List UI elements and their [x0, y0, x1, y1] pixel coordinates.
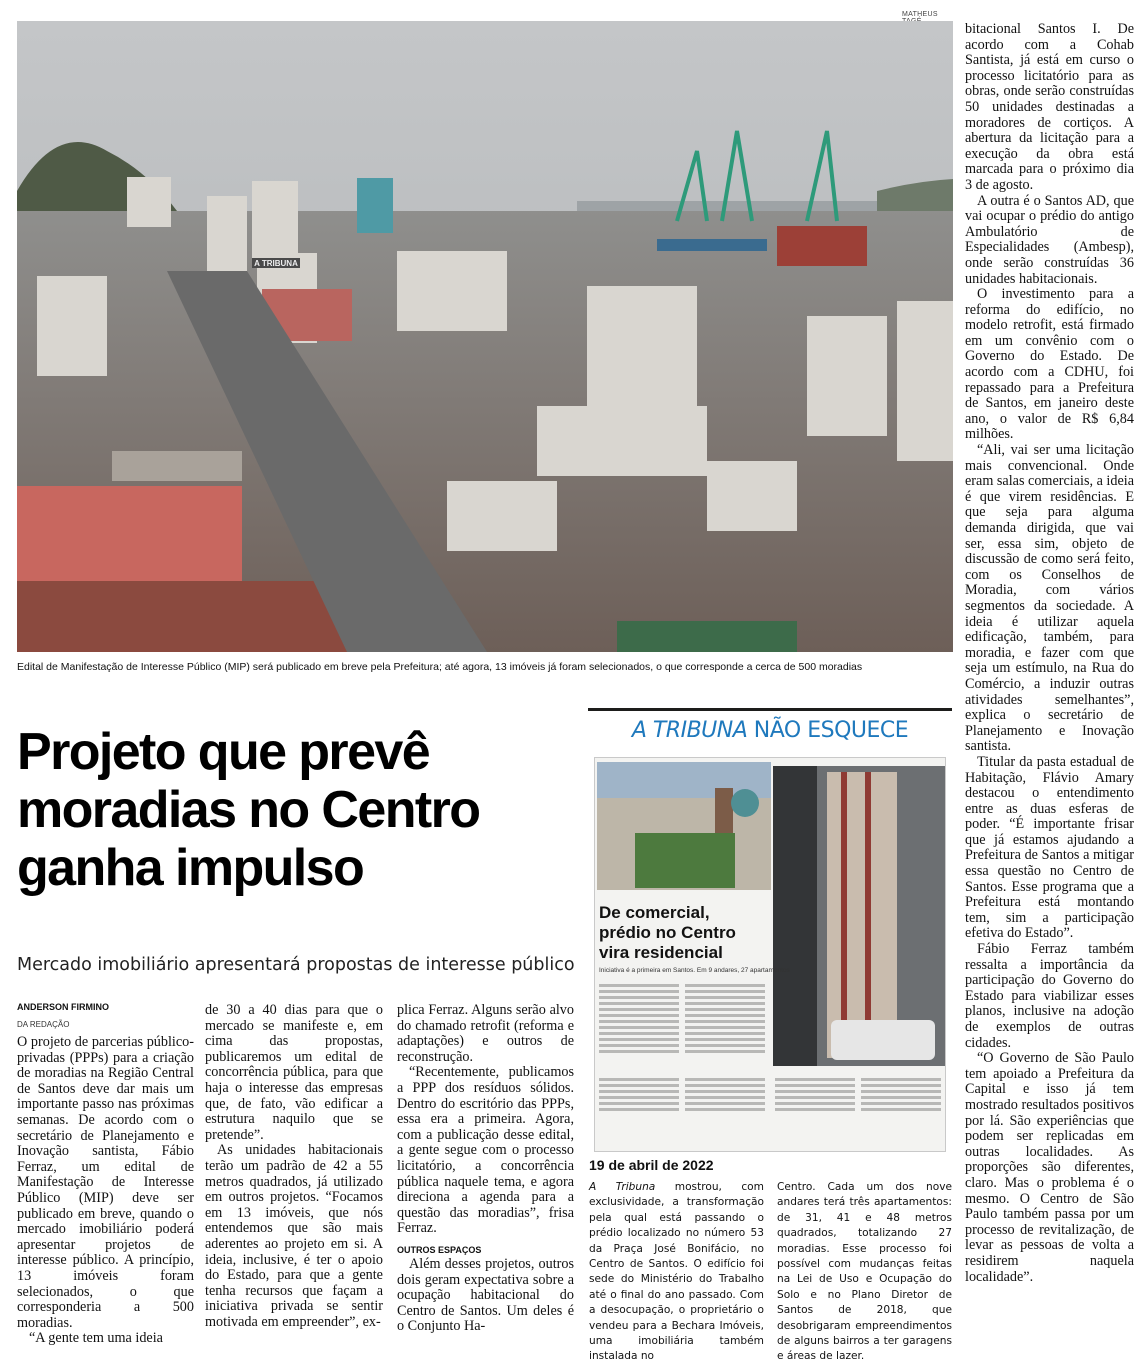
paragraph: As unidades habitacionais terão um padrão de 42 a 55 metros quadrados, já utilizado em outros projetos. “Focamos em 13 imóveis, que nós entendemos que são mais aderentes ao projeto em si. A ideia, inclusive, é ter o apoio do Estado, para que a gente tenha recursos que façam a iniciativa privada se sentir motivada em empreender”, ex-	[205, 1142, 383, 1330]
paragraph: Titular da pasta estadual de Habitação, Flávio Amary destacou o entendimento entre as duas esferas de poder. “É importante frisar que já estamos ajudando a Prefeitura de Santos a mitigar essa questão no Centro de Santos. Esse programa que a Prefeitura está montando tem, sim a participação efetiva do Estado”.	[965, 753, 1134, 942]
city-aerial-photo	[17, 21, 953, 652]
box-lead: A Tribuna	[589, 1181, 656, 1193]
dateline: DA REDAÇÃO	[17, 1020, 70, 1029]
paragraph: “O Governo de São Paulo tem apoiado a Prefeitura da Capital e isso já tem mostrado resultados positivos por lá. São experiências que podem ser replicadas em outras localidades. As proporções são diferentes, claro. Mas o problema é o mesmo. O Centro de São Paulo também passa por um processo de revitalização, de levar as pessoas de volta a residirem naquela localidade”.	[965, 1050, 1134, 1285]
paragraph: O projeto de parcerias público-privadas (PPPs) para a criação de moradias na Região Central de Santos deve dar mais um importante passo nas próximas semanas. De acordo com o secretário de Planejamento e Inovação santista, Fábio Ferraz, um edital de Manifestação de Interesse Público (MIP) deve ser publicado em breve, quando o mercado imobiliário poderá apresentar projetos de interesse público. A princípio, 13 imóveis foram selecionados, o que corresponderia a 500 moradias.	[17, 1034, 194, 1331]
paragraph: “Recentemente, publicamos a PPP dos resíduos sólidos. Dentro do escritório das PPPs, essa era a primeira. Agora, com a publicação desse edital, a gente segue com o processo licitatório, a concorrência pública naquele tema, e agora direciona a agenda para a questão das moradias”, frisa Ferraz.	[397, 1064, 574, 1237]
box-title-rest: NÃO ESQUECE	[747, 718, 909, 743]
paragraph: A outra é o Santos AD, que vai ocupar o prédio do antigo Ambulatório de Especialidades (Ambesp), onde serão construídas 36 unidades habitacionais.	[965, 192, 1134, 287]
body-column-1	[17, 1035, 194, 1347]
box-text: Centro. Cada um dos nove andares terá três apartamentos: de 31, 41 e 48 metros quadrados, totalizando 27 moradias. Esse processo foi possível com mudanças feitas na Lei de Uso e Ocupação do Solo e no Plano Diretor de Santos de 2018, que desobrigaram empreendimentos de alguns bairros a ter garagens e áreas de lazer.	[777, 1181, 952, 1363]
reproduced-clipping	[594, 757, 946, 1152]
body-column-3	[397, 1003, 574, 1335]
box-body	[589, 1180, 952, 1365]
city-aerial-illustration	[17, 21, 953, 652]
box-text: mostrou, com exclusividade, a transformação pela qual está passando o prédio localizado no número 53 da Praça José Bonifácio, no Centro de Santos. O edifício foi sede do Ministério do Trabalho até o final do ano passado. Com a desocupação, o proprietário o vendeu para a Bechara Imóveis, uma imobiliária também instalada no	[589, 1181, 764, 1363]
box-title	[588, 718, 952, 743]
box-column-left	[589, 1180, 764, 1365]
paragraph: plica Ferraz. Alguns serão alvo do chamado retrofit (reforma e adaptações) e outros de reconstrução.	[397, 1002, 574, 1065]
box-column-right	[777, 1180, 952, 1365]
photo-caption: Edital de Manifestação de Interesse Público (MIP) será publicado em breve pela Prefeitura; até agora, 13 imóveis já foram selecionados, o que corresponde a cerca de 500 moradias	[17, 661, 863, 673]
paragraph: bitacional Santos I. De acordo com a Cohab Santista, já está em curso o processo licitatório para as obras, onde serão construídas 50 unidades destinadas a moradores de cortiços. A abertura da licitação para a execução da obra está marcada para o próximo dia 3 de agosto.	[965, 21, 1134, 193]
paragraph: O investimento para a reforma do edifício, no modelo retrofit, está firmado em um convênio com o Governo do Estado. De acordo com a CDHU, foi repassado para a Prefeitura de Santos, em janeiro deste ano, o valor de R$ 6,84 milhões.	[965, 286, 1134, 443]
clip-headline-line-3: vira residencial	[599, 943, 723, 962]
body-column-4	[965, 22, 1134, 1285]
box-top-rule	[588, 708, 952, 711]
clipping-illustration	[595, 758, 946, 1152]
subheadline: Mercado imobiliário apresentará propostas de interesse público	[17, 955, 575, 975]
headline: Projeto que prevê moradias no Centro ganha impulso	[17, 723, 480, 897]
byline: ANDERSON FIRMINO	[17, 1002, 109, 1012]
photo-credit: MATHEUS	[902, 11, 938, 18]
paragraph: “A gente tem uma ideia	[29, 1330, 163, 1347]
clip-date: 19 de abril de 2022	[589, 1157, 714, 1173]
clip-headline-line-2: prédio no Centro	[599, 923, 736, 942]
paragraph: “Ali, vai ser uma licitação mais convencional. Onde eram salas comerciais, a ideia é que virem residências. E que seja para alguma demanda dirigida, que vai ser, essa sim, objeto de discussão de como será feito, com os Conselhos de Moradia, com vários segmentos da sociedade. A ideia é utilizar aquela edificação, também, para moradia, e fazer com que seja um estímulo, na Rua do Comércio, a induzir outras atividades semelhantes”, explica o secretário de Planejamento e Inovação santista.	[965, 442, 1134, 755]
tower-photo	[773, 766, 945, 1066]
clip-subhead: Iniciativa é a primeira em Santos. Em 9 andares, 27 apartamentos	[599, 967, 790, 974]
box-title-brand: A TRIBUNA	[631, 718, 748, 743]
body-column-2	[205, 1003, 383, 1330]
paragraph: Fábio Ferraz também ressalta a importância da participação do Governo do Estado para viabilizar esses planos, inclusive na adoção de exemplos de outras cidades.	[965, 941, 1134, 1051]
paragraph: Além desses projetos, outros dois geram expectativa sobre a ocupação habitacional do Centro de Santos. Um deles é o Conjunto Ha-	[397, 1255, 574, 1335]
building-sign-text: A TRIBUNA	[254, 259, 298, 268]
section-title: OUTROS ESPAÇOS	[397, 1244, 482, 1255]
paragraph: de 30 a 40 dias para que o mercado se manifeste e, em cima das propostas, publicaremos um edital de concorrência pública, para que haja o interesse das empresas que, de fato, vão edificar a estrutura naquilo que se pretende”.	[205, 1002, 383, 1143]
square-photo	[597, 762, 771, 890]
clip-headline-line-1: De comercial,	[599, 903, 710, 922]
